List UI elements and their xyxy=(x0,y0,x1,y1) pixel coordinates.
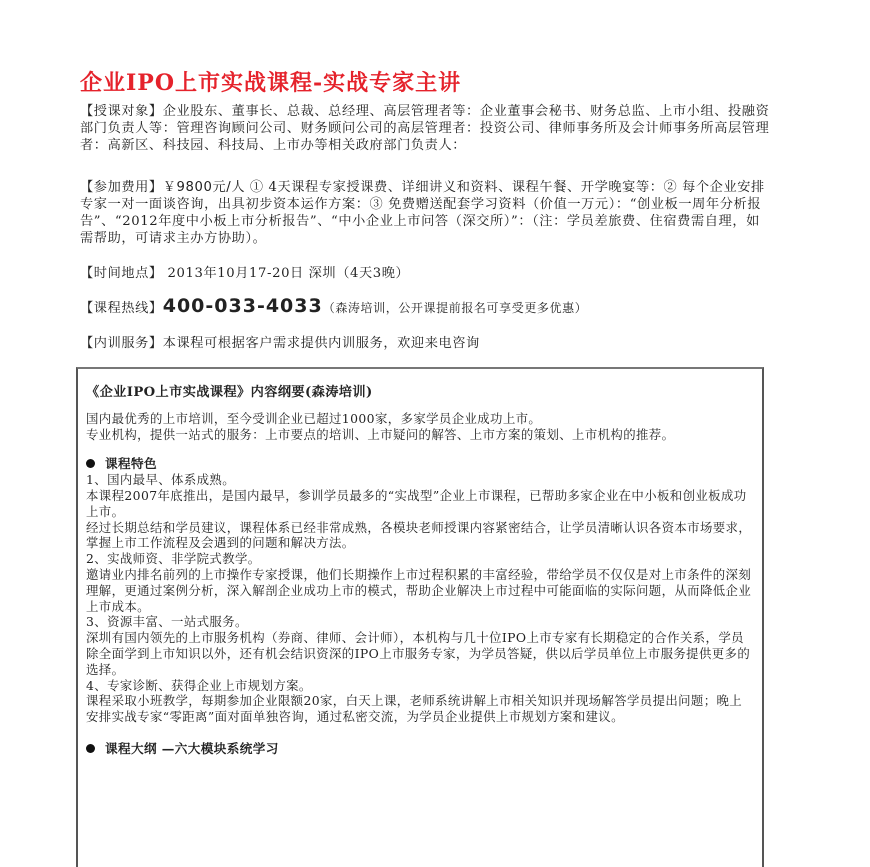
fee-label: 【参加费用】 xyxy=(80,180,163,195)
time-place-label: 【时间地点】 xyxy=(80,266,163,281)
audience-label: 【授课对象】 xyxy=(80,104,163,119)
intro-line: 国内最优秀的上市培训，至今受训企业已超过1000家，多家学员企业成功上市。 xyxy=(86,410,542,426)
hotline-number: 400-033-4033 xyxy=(162,295,323,317)
page-title: 企业IPO上市实战课程-实战专家主讲 xyxy=(80,70,462,96)
bullet-icon xyxy=(86,459,95,468)
feature-line: 经过长期总结和学员建议，课程体系已经非常成熟，各模块老师授课内容紧密结合，让学员清晰认识各资本市场要求，掌握上市工作流程及会遇到的问题和解决方法。 xyxy=(86,519,752,551)
feature-line: 本课程2007年底推出，是国内最早，参训学员最多的“实战型”企业上市课程，已帮助多家企业在中小板和创业板成功上市。 xyxy=(86,487,747,519)
syllabus-heading xyxy=(86,741,752,757)
inhouse-section xyxy=(80,335,770,352)
syllabus-heading-text: 课程大纲 —六大模块系统学习 xyxy=(105,740,279,756)
time-place-text: 2013年10月17-20日 深圳（4天3晚） xyxy=(162,266,410,281)
features-heading xyxy=(86,456,752,472)
fee-section xyxy=(80,179,770,247)
inhouse-text: 本课程可根据客户需求提供内训服务，欢迎来电咨询 xyxy=(162,336,480,351)
outline-box xyxy=(76,367,764,867)
feature-line: 1、国内最早、体系成熟。 xyxy=(86,472,235,488)
fee-price: ￥9800元/人 xyxy=(162,180,246,195)
bullet-icon xyxy=(86,744,95,753)
feature-line: 邀请业内排名前列的上市操作专家授课，他们长期操作上市过程积累的丰富经验，带给学员不仅仅是对上市条件的深刻理解，更通过案例分析，深入解剖企业成功上市的模式，帮助企业解决上市过程中可能面临的实际问题，从而降低企业上市成本。 xyxy=(86,566,752,614)
feature-line: 深圳有国内领先的上市服务机构（券商、律师、会计师），本机构与几十位IPO上市专家有长期稳定的合作关系，学员除全面学到上市知识以外，还有机会结识资深的IPO上市服务专家，为学员答疑，供以后学员单位上市服务提供更多的选择。 xyxy=(86,630,751,677)
outline-title: 《企业IPO上市实战课程》内容纲要(森涛培训) xyxy=(86,385,373,400)
features-heading-text: 课程特色 xyxy=(105,456,157,472)
fee-text: ① 4天课程专家授课费、详细讲义和资料、课程午餐、开学晚宴等：② 每个企业安排专家一对一面谈咨询，出具初步资本运作方案：③ 免费赠送配套学习资料（价值一万元）：“创业板一周年分析报告”、“2012年度中小板上市分析报告”、“中小企业上市问答（深交所）”：（注：学员差旅费、住宿费需自理，如需帮助，可请求主办方协助）。 xyxy=(80,180,765,246)
hotline-label: 【课程热线】 xyxy=(80,301,163,316)
hotline-note: （森涛培训，公开课提前报名可享受更多优惠） xyxy=(322,301,588,315)
hotline-section xyxy=(80,295,770,317)
feature-line: 课程采取小班教学，每期参加企业限额20家，白天上课，老师系统讲解上市相关知识并现场解答学员提出问题；晚上安排实战专家“零距离”面对面单独咨询，通过私密交流，为学员企业提供上市规划方案和建议。 xyxy=(86,693,743,725)
audience-section xyxy=(80,103,770,154)
time-place-section xyxy=(80,265,770,282)
feature-line: 2、实战师资、非学院式教学。 xyxy=(86,551,261,567)
audience-text: 企业股东、董事长、总裁、总经理、高层管理者等：企业董事会秘书、财务总监、上市小组、投融资部门负责人等：管理咨询顾问公司、财务顾问公司的高层管理者：投资公司、律师事务所及会计师事务所高层管理者：高新区、科技园、科技局、上市办等相关政府部门负责人： xyxy=(80,104,770,153)
inhouse-label: 【内训服务】 xyxy=(80,336,163,351)
feature-line: 3、资源丰富、一站式服务。 xyxy=(86,614,248,630)
intro-line: 专业机构，提供一站式的服务：上市要点的培训、上市疑问的解答、上市方案的策划、上市机构的推荐。 xyxy=(86,426,675,442)
feature-line: 4、专家诊断、获得企业上市规划方案。 xyxy=(86,677,312,693)
